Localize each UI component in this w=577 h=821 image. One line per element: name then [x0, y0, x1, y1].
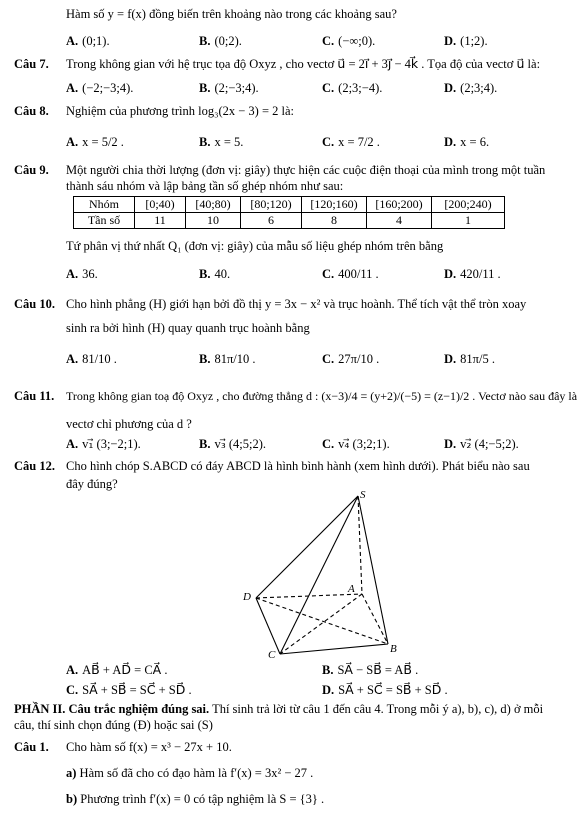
table-cell: [80;120)	[241, 197, 302, 213]
edge-dc	[256, 598, 280, 654]
q10-label: Câu 10.	[14, 297, 55, 311]
q9-option-d: D. 420/11 .	[444, 267, 501, 281]
q10-stem-line2: sinh ra bởi hình (H) quay quanh trục hoành bằng	[66, 321, 310, 335]
table-row	[74, 197, 505, 213]
q11-label: Câu 11.	[14, 389, 55, 403]
q7-option-a: A. (−2;−3;4).	[66, 81, 134, 95]
part2-intro-line1: PHẦN II. Câu trắc nghiệm đúng sai. Thí sinh trả lời từ câu 1 đến câu 4. Trong mỗi ý a), b), c), d) ở mỗi	[14, 702, 544, 716]
q7-option-c: C. (2;3;−4).	[322, 81, 383, 95]
q6-option-c: C. (−∞;0).	[322, 34, 376, 48]
q6-stem: Hàm số y = f(x) đồng biến trên khoảng nào trong các khoảng sau?	[66, 7, 397, 21]
q8-stem: Nghiệm của phương trình log₃(2x − 3) = 2 là:	[66, 104, 294, 118]
q12-option-b: B. SA⃗ − SB⃗ = AB⃗ .	[322, 663, 419, 677]
p2q1-statement-a: a) Hàm số đã cho có đạo hàm là f′(x) = 3x² − 27 .	[66, 766, 314, 780]
q7-label: Câu 7.	[14, 57, 49, 71]
q11-stem-line2: vectơ chỉ phương của d ?	[66, 417, 192, 431]
pyramid-figure	[230, 486, 410, 662]
q12-option-d: D. SA⃗ + SC⃗ = SB⃗ + SD⃗ .	[322, 683, 448, 697]
q7-option-d: D. (2;3;4).	[444, 81, 498, 95]
p2q1-stem: Cho hàm số f(x) = x³ − 27x + 10.	[66, 740, 232, 754]
q12-stem-line2: đây đúng?	[66, 477, 118, 491]
q9-option-b: B. 40.	[199, 267, 231, 281]
label-d: D	[243, 591, 251, 603]
p2q1-statement-b: b) Phương trình f′(x) = 0 có tập nghiệm là S = {3} .	[66, 792, 325, 806]
q7-stem: Trong không gian với hệ trục tọa độ Oxyz , cho vectơ u⃗ = 2i⃗ + 3j⃗ − 4k⃗ . Tọa độ của vectơ u⃗ là:	[66, 57, 541, 71]
q12-option-a: A. AB⃗ + AD⃗ = CA⃗ .	[66, 663, 168, 677]
p2q1-label: Câu 1.	[14, 740, 49, 754]
q11-stem-line1: Trong không gian toạ độ Oxyz , cho đường thẳng d : (x−3)/4 = (y+2)/(−5) = (z−1)/2 . Vectơ nào sau đây là	[66, 389, 577, 403]
edge-sd	[256, 496, 358, 598]
q6-option-a: A. (0;1).	[66, 34, 110, 48]
q7-option-b: B. (2;−3;4).	[199, 81, 259, 95]
q12-option-c: C. SA⃗ + SB⃗ = SC⃗ + SD⃗ .	[66, 683, 192, 697]
q11-option-a: A. v₁⃗ (3;−2;1).	[66, 437, 141, 451]
q11-option-d: D. v₂⃗ (4;−5;2).	[444, 437, 519, 451]
table-cell: 11	[135, 213, 186, 229]
q10-option-c: C. 27π/10 .	[322, 352, 380, 366]
q9-option-a: A. 36.	[66, 267, 98, 281]
part2-intro-line2: câu, thí sinh chọn đúng (Đ) hoặc sai (S)	[14, 718, 213, 732]
q10-option-a: A. 81/10 .	[66, 352, 117, 366]
q11-option-b: B. v₃⃗ (4;5;2).	[199, 437, 267, 451]
q12-label: Câu 12.	[14, 459, 55, 473]
table-cell: [0;40)	[135, 197, 186, 213]
label-s: S	[360, 489, 366, 501]
edge-sc	[280, 496, 358, 654]
part2-heading: PHẦN II. Câu trắc nghiệm đúng sai.	[14, 702, 210, 716]
edge-sb	[358, 496, 388, 644]
table-cell: 4	[367, 213, 432, 229]
q8-option-b: B. x = 5.	[199, 135, 244, 149]
q8-label: Câu 8.	[14, 104, 49, 118]
diag-ac	[280, 594, 362, 654]
table-cell: 6	[241, 213, 302, 229]
table-cell: 10	[186, 213, 241, 229]
table-cell: [120;160)	[302, 197, 367, 213]
q8-option-d: D. x = 6.	[444, 135, 490, 149]
q10-option-b: B. 81π/10 .	[199, 352, 256, 366]
label-b: B	[390, 643, 397, 655]
q9-stem-line1: Một người chia thời lượng (đơn vị: giây) thực hiện các cuộc điện thoại của mình trong một tuần	[66, 163, 546, 177]
q8-option-c: C. x = 7/2 .	[322, 135, 380, 149]
edge-ab	[362, 594, 388, 644]
table-cell: Nhóm	[74, 197, 135, 213]
q8-option-a: A. x = 5/2 .	[66, 135, 124, 149]
edge-cb	[280, 644, 388, 654]
table-cell: [160;200)	[367, 197, 432, 213]
q9-question: Tứ phân vị thứ nhất Q₁ (đơn vị: giây) của mẫu số liệu ghép nhóm trên bằng	[66, 239, 444, 253]
table-cell: 1	[432, 213, 505, 229]
table-row	[74, 213, 505, 229]
label-a: A	[348, 583, 355, 595]
frequency-table	[73, 196, 505, 229]
q9-label: Câu 9.	[14, 163, 49, 177]
q6-option-b: B. (0;2).	[199, 34, 242, 48]
q10-stem-line1: Cho hình phẳng (H) giới hạn bởi đồ thị y = 3x − x² và trục hoành. Thể tích vật thể tròn xoay	[66, 297, 527, 311]
q12-stem-line1: Cho hình chóp S.ABCD có đáy ABCD là hình bình hành (xem hình dưới). Phát biểu nào sau	[66, 459, 530, 473]
label-c: C	[268, 649, 276, 661]
diag-db	[256, 598, 388, 644]
q6-option-d: D. (1;2).	[444, 34, 488, 48]
table-cell: Tần số	[74, 213, 135, 229]
table-cell: 8	[302, 213, 367, 229]
q9-stem-line2: thành sáu nhóm và lập bảng tần số ghép nhóm như sau:	[66, 179, 344, 193]
table-cell: [200;240)	[432, 197, 505, 213]
q10-option-d: D. 81π/5 .	[444, 352, 495, 366]
q11-option-c: C. v₄⃗ (3;2;1).	[322, 437, 390, 451]
table-cell: [40;80)	[186, 197, 241, 213]
q9-option-c: C. 400/11 .	[322, 267, 379, 281]
